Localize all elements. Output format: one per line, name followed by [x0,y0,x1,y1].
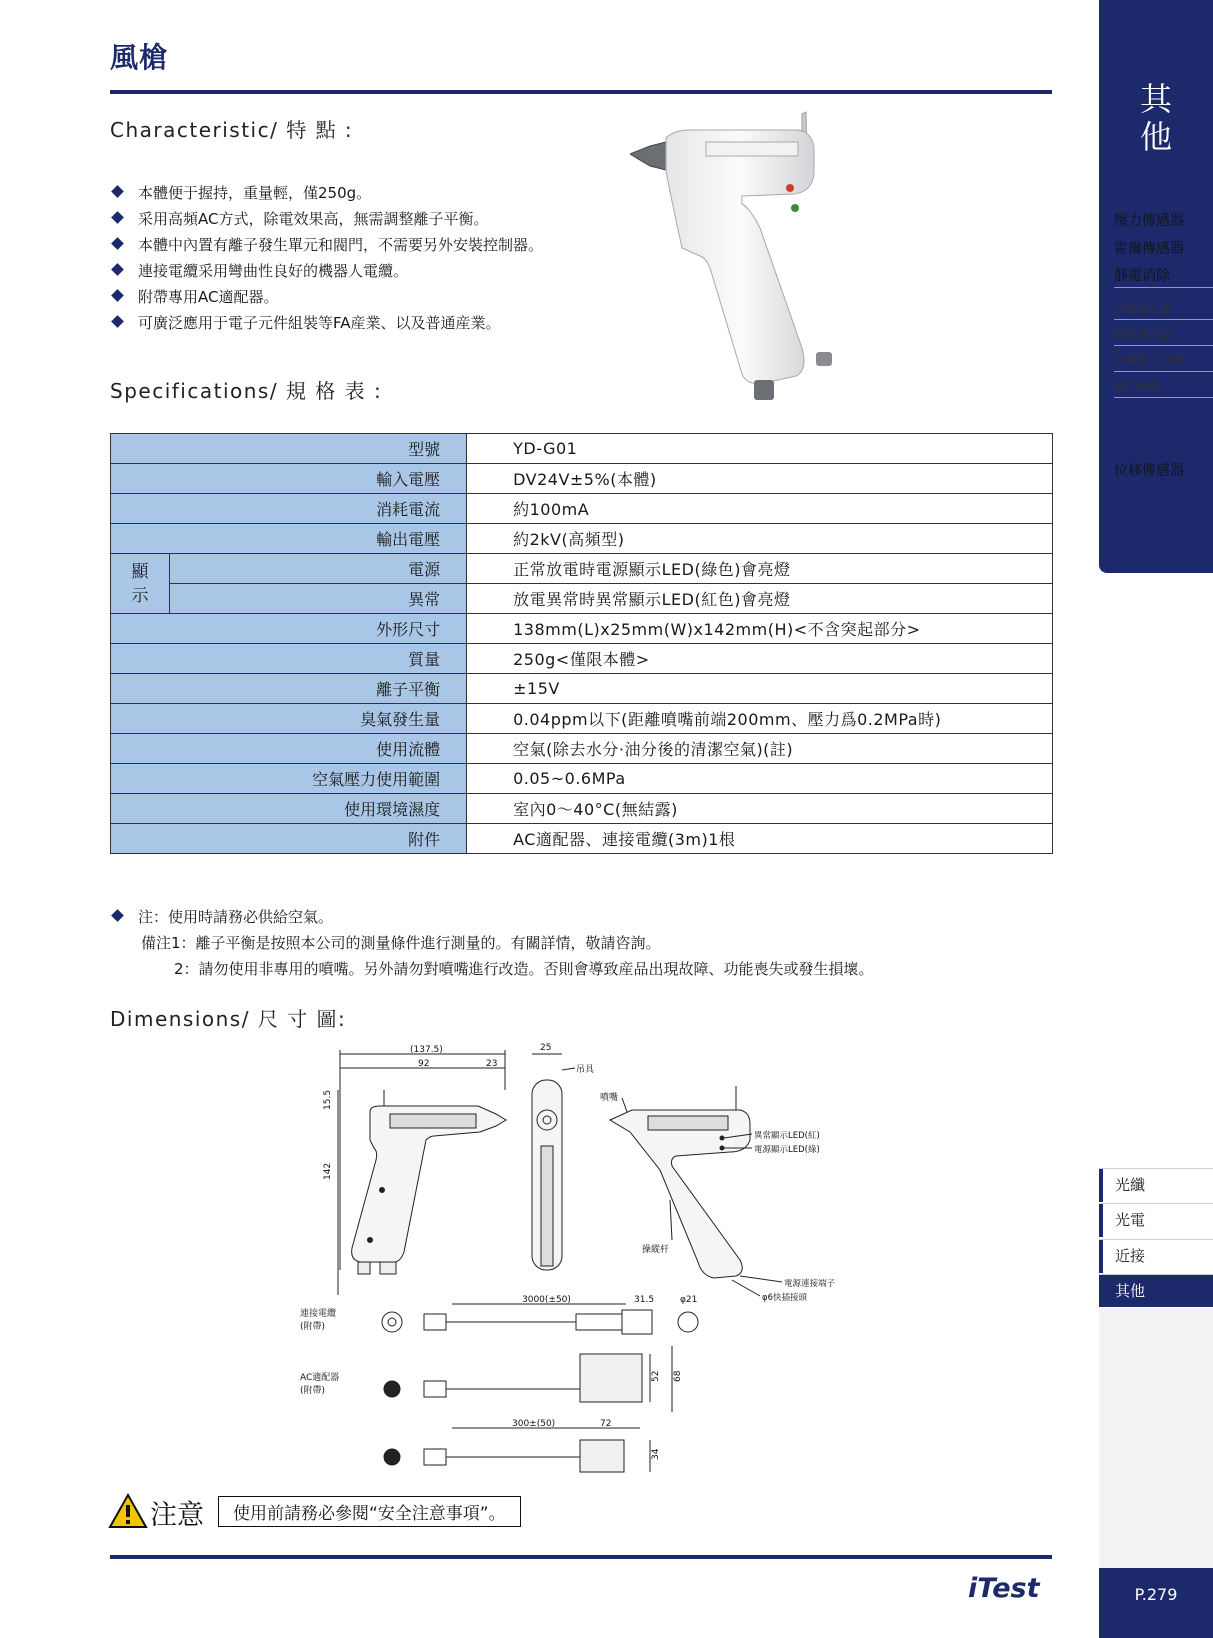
cable-view [300,1295,698,1334]
display-group-label: 顯示 [111,554,170,614]
feature-list [110,180,543,336]
brand-logo: iTest [968,1573,1040,1604]
table-row: 輸出電壓 約2kV(高頻型) [111,524,1053,554]
sidebar-item-hv-generator[interactable]: 高壓發生器 [1114,301,1172,315]
sidebar-item-air-gun[interactable]: 風槍 [1114,405,1137,419]
table-row: 質量 250g<僅限本體> [111,644,1053,674]
table-row: 型號 YD-G01 [111,434,1053,464]
caution-text: 使用前請務必參閱“安全注意事項”。 [218,1496,521,1527]
list-item: 可廣泛應用于電子元件組裝等FA産業、以及普通産業。 [110,310,543,336]
table-row: 異常 放電異常時異常顯示LED(紅色)會亮燈 [111,584,1053,614]
specifications-heading: Specifications/ 規 格 表 : [110,379,383,403]
dim-label: 3000(±50) [522,1295,571,1305]
front-view [532,1043,595,1270]
dim-label: 72 [600,1419,612,1429]
menu-divider [1114,319,1213,320]
diamond-bullet-icon [111,315,124,328]
sidebar-item-hf-ion-fan[interactable]: 高頻離子風機 [1114,353,1183,367]
callout-label: (附帶) [300,1322,326,1332]
dim-label: (137.5) [410,1045,443,1055]
air-gun-product-image [630,108,890,408]
adapter-view [300,1346,683,1472]
menu-strip [1099,233,1213,237]
dim-label: φ21 [680,1295,698,1305]
diamond-bullet-icon [111,185,124,198]
list-item: 本體中內置有離子發生單元和閥門，不需要另外安裝控制器。 [110,232,543,258]
caution-label: 注意 [150,1500,204,1531]
tab-proximity[interactable]: 近接 [1099,1239,1213,1272]
callout-label: 操縱杆 [642,1245,670,1255]
table-row: 消耗電流 約100mA [111,494,1053,524]
menu-strip [1099,453,1213,457]
sidebar-item-displacement[interactable]: 位移傳感器 [1114,463,1184,479]
callout-label: 吊具 [576,1065,595,1075]
diamond-bullet-icon [111,909,124,922]
dim-label: 68 [673,1370,683,1382]
menu-divider [1114,397,1213,398]
table-row: 顯示 電源 正常放電時電源顯示LED(綠色)會亮燈 [111,554,1053,584]
callout-label: AC適配器 [300,1373,340,1383]
sidebar-item-ion-fan[interactable]: 離子風機 [1114,379,1160,393]
callout-label: 異常顯示LED(紅) [754,1131,820,1141]
menu-divider [1114,345,1213,346]
perspective-view [600,1086,836,1303]
table-row: 使用環境濕度 室內0～40°C(無結露) [111,794,1053,824]
menu-strip [1099,205,1213,209]
active-arrow-line [1099,422,1213,424]
dim-label: 142 [323,1162,333,1180]
callout-label: 噴嘴 [600,1093,619,1103]
dim-label: 52 [651,1370,661,1382]
callout-label: 連接電纜 [300,1309,337,1319]
list-item: 附帶專用AC適配器。 [110,284,543,310]
sidebar-item-hall-sensor[interactable]: 霍爾傳感器 [1114,241,1184,257]
notes: 注：使用時請務必供給空氣。 備注1：離子平衡是按照本公司的測量條件進行測量的。有關詳情，敬請咨詢。 2：請勿使用非專用的噴嘴。另外請勿對噴嘴進行改造。否則會導致産品出現故障、功能喪失或發生損壞。 [110,904,874,982]
table-row: 空氣壓力使用範圍 0.05~0.6MPa [111,764,1053,794]
page-title: 風槍 [110,41,169,74]
dim-label: 92 [418,1059,430,1069]
diamond-bullet-icon [111,289,124,302]
table-row: 外形尺寸 138mm(L)x25mm(W)x142mm(H)<不含突起部分> [111,614,1053,644]
dim-label: 300±(50) [512,1419,556,1429]
table-row: 附件 AC適配器、連接電纜(3m)1根 [111,824,1053,854]
menu-divider [1114,371,1213,372]
characteristic-heading: Characteristic/ 特 點 : [110,118,354,142]
sidebar-item-static[interactable]: 靜電消除 [1114,268,1170,284]
callout-label: 電源連接端子 [784,1279,836,1289]
dimension-drawing [300,1040,900,1490]
menu-divider [1114,287,1213,288]
page-number: P.279 [1134,1585,1178,1604]
menu-strip [1099,260,1213,264]
dim-label: 25 [540,1043,552,1053]
sidebar-item-pressure-sensor[interactable]: 壓力傳感器 [1114,213,1184,229]
sidebar-item-static-eliminator[interactable]: 靜電消除器 [1114,327,1172,341]
dim-label: 31.5 [634,1295,655,1305]
callout-label: (附帶) [300,1386,326,1396]
list-item: 采用高頻AC方式，除電效果高，無需調整離子平衡。 [110,206,543,232]
sidebar-category-title: 其 他 [1139,80,1172,156]
diamond-bullet-icon [111,263,124,276]
callout-label: 電源顯示LED(綠) [754,1145,820,1155]
footer-divider [110,1555,1052,1559]
dim-label: 23 [486,1059,498,1069]
callout-label: φ6快插接頭 [762,1293,808,1303]
tab-other[interactable]: 其他 [1099,1274,1213,1307]
list-item: 本體便于握持，重量輕，僅250g。 [110,180,543,206]
warning-icon [108,1493,148,1529]
table-row: 臭氣發生量 0.04ppm以下(距離噴嘴前端200mm、壓力爲0.2MPa時) [111,704,1053,734]
arrow-left-icon [1099,418,1107,428]
table-row: 輸入電壓 DV24V±5%(本體) [111,464,1053,494]
diamond-bullet-icon [111,237,124,250]
dim-label: 34 [651,1448,661,1460]
side-view [323,1045,506,1295]
dim-label: 15.5 [323,1089,333,1110]
tab-fiber[interactable]: 光纖 [1099,1168,1213,1201]
table-row: 離子平衡 ±15V [111,674,1053,704]
spec-table [110,433,1053,854]
dimensions-heading: Dimensions/ 尺 寸 圖: [110,1007,347,1031]
tab-photoelectric[interactable]: 光電 [1099,1203,1213,1236]
list-item: 連接電纜采用彎曲性良好的機器人電纜。 [110,258,543,284]
title-divider [110,90,1052,94]
diamond-bullet-icon [111,211,124,224]
table-row: 使用流體 空氣(除去水分·油分後的清潔空氣)(註) [111,734,1053,764]
